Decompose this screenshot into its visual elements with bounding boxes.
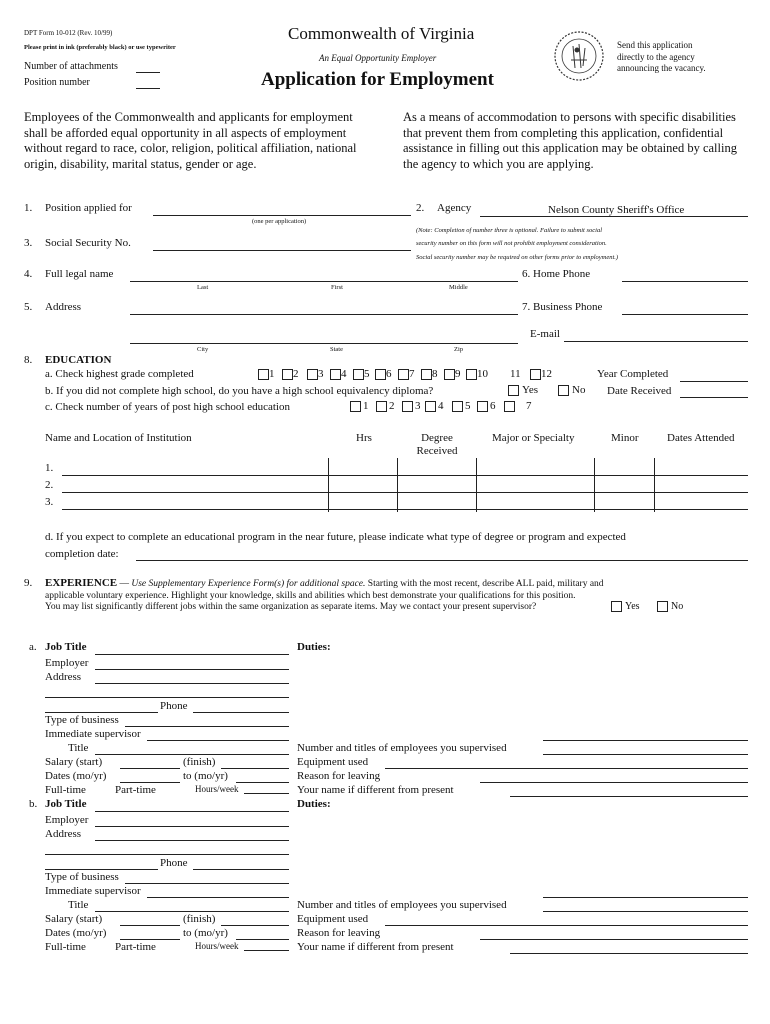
experience-intro-line-2: applicable voluntary experience. Highlight your knowledge, skills and abilities which best demonstrate your qualifications for this position. bbox=[45, 591, 576, 601]
post-hs-label: c. Check number of years of post high school education bbox=[45, 401, 290, 413]
job-a-fulltime-label: Full-time bbox=[45, 784, 86, 796]
job-b-sup-title-field[interactable] bbox=[95, 911, 289, 912]
grade-6-label: 6 bbox=[386, 368, 392, 380]
grade-3-label: 3 bbox=[318, 368, 324, 380]
experience-intro-line-3: You may list significantly different jobs within the same organization as separate items. May we contact your present supervisor? bbox=[45, 602, 537, 612]
experience-heading: EXPERIENCE bbox=[45, 577, 118, 589]
job-b-type-label: Type of business bbox=[45, 871, 119, 883]
completion-date-field[interactable] bbox=[136, 560, 748, 561]
th-institution: Name and Location of Institution bbox=[45, 432, 192, 444]
home-phone-field[interactable] bbox=[622, 281, 748, 282]
job-a-type-field[interactable] bbox=[125, 726, 289, 727]
post-hs-year-5-label: 5 bbox=[465, 400, 471, 412]
job-a-equipment-label: Equipment used bbox=[297, 756, 369, 768]
contact-supervisor-no-checkbox[interactable] bbox=[657, 601, 668, 612]
year-completed-label: Year Completed bbox=[597, 368, 669, 380]
send-note-2: directly to the agency bbox=[617, 52, 695, 62]
equivalency-question: b. If you did not complete high school, do you have a high school equivalency diploma? bbox=[45, 385, 434, 397]
edu-row-3-number: 3. bbox=[45, 496, 54, 508]
agency-value: Nelson County Sheriff's Office bbox=[548, 204, 685, 216]
ssn-note-2: security number on this form will not prohibit employment consideration. bbox=[416, 240, 607, 247]
job-a-duties-label: Duties: bbox=[297, 641, 331, 653]
job-a-hours-field[interactable] bbox=[244, 793, 289, 794]
job-b-to-label: to (mo/yr) bbox=[183, 927, 228, 939]
eeo-statement: Employees of the Commonwealth and applicants for employment shall be afforded equal opportunity in all aspects of employment without regard to race, color, religion, political affiliation, national origin, disability, marital status, gender or age. bbox=[24, 110, 357, 171]
grade-1-checkbox[interactable] bbox=[258, 369, 269, 380]
address-line-2-field[interactable] bbox=[130, 343, 518, 344]
job-b-supervised-field-2[interactable] bbox=[543, 911, 748, 912]
form-title: Application for Employment bbox=[261, 69, 494, 90]
job-b-type-field[interactable] bbox=[125, 883, 289, 884]
job-b-reason-label: Reason for leaving bbox=[297, 927, 381, 939]
form-id: DPT Form 10-012 (Rev. 10/99) bbox=[24, 29, 113, 37]
job-a-phone-label: Phone bbox=[160, 700, 188, 712]
post-hs-year-3-label: 3 bbox=[415, 400, 421, 412]
year-completed-field[interactable] bbox=[680, 381, 748, 382]
name-middle-label: Middle bbox=[449, 284, 468, 291]
eoe-subtitle: An Equal Opportunity Employer bbox=[319, 53, 437, 63]
th-hrs: Hrs bbox=[356, 432, 372, 444]
grade-6-checkbox[interactable] bbox=[375, 369, 386, 380]
grade-8-label: 8 bbox=[432, 368, 438, 380]
addr-state-label: State bbox=[330, 346, 343, 353]
th-dates: Dates Attended bbox=[667, 432, 735, 444]
attachments-field[interactable] bbox=[136, 72, 160, 73]
contact-supervisor-no-label: No bbox=[671, 601, 684, 612]
grade-10-label: 10 bbox=[477, 368, 488, 380]
edu-row-2-number: 2. bbox=[45, 479, 54, 491]
job-a-type-label: Type of business bbox=[45, 714, 119, 726]
q1-number: 1. bbox=[24, 202, 33, 214]
job-a-address-label: Address bbox=[45, 671, 82, 683]
job-a-your-name-label: Your name if different from present bbox=[297, 784, 454, 796]
accommodation-statement: As a means of accommodation to persons with specific disabilities that prevent them from completing this application, confidential assistance in filling out this application may be obtained by calling the agency to which you are applying. bbox=[403, 110, 737, 171]
ssn-note-3: Social security number may be required on other forms prior to employment.) bbox=[416, 254, 619, 261]
job-b-your-name-label: Your name if different from present bbox=[297, 941, 454, 953]
business-phone-field[interactable] bbox=[622, 314, 748, 315]
grade-12-label: 12 bbox=[541, 368, 552, 380]
agency-field[interactable] bbox=[480, 216, 748, 217]
job-a-address-field-2[interactable] bbox=[45, 697, 289, 698]
job-a-letter: a. bbox=[29, 641, 37, 653]
job-a-address-field-3[interactable] bbox=[45, 712, 158, 713]
job-b-your-name-field[interactable] bbox=[510, 953, 748, 954]
job-b-salary-finish-field[interactable] bbox=[221, 925, 289, 926]
job-a-sup-title-label: Title bbox=[68, 742, 89, 754]
full-name-field[interactable] bbox=[130, 281, 518, 282]
q8-number: 8. bbox=[24, 354, 33, 366]
virginia-seal-icon bbox=[553, 30, 605, 82]
addr-city-label: City bbox=[197, 346, 209, 353]
job-a-dates-label: Dates (mo/yr) bbox=[45, 770, 107, 782]
job-a-employer-label: Employer bbox=[45, 657, 89, 669]
job-a-reason-field[interactable] bbox=[480, 782, 748, 783]
email-label: E-mail bbox=[530, 328, 560, 340]
job-a-your-name-field[interactable] bbox=[510, 796, 748, 797]
post-hs-year-3-checkbox[interactable] bbox=[402, 401, 413, 412]
job-b-supervisor-label: Immediate supervisor bbox=[45, 885, 141, 897]
job-a-supervisor-label: Immediate supervisor bbox=[45, 728, 141, 740]
grade-2-checkbox[interactable] bbox=[282, 369, 293, 380]
job-a-date-from-field[interactable] bbox=[120, 782, 180, 783]
job-b-dates-label: Dates (mo/yr) bbox=[45, 927, 107, 939]
post-hs-year-6-checkbox[interactable] bbox=[477, 401, 488, 412]
q3-number: 3. bbox=[24, 237, 33, 249]
full-name-label: Full legal name bbox=[45, 268, 114, 280]
job-a-equipment-field[interactable] bbox=[385, 768, 748, 769]
job-a-finish-label: (finish) bbox=[183, 756, 216, 768]
ssn-label: Social Security No. bbox=[45, 237, 131, 249]
job-a-title-field[interactable] bbox=[95, 654, 289, 655]
job-b-date-to-field[interactable] bbox=[236, 939, 289, 940]
job-a-supervised-label: Number and titles of employees you supervised bbox=[297, 742, 507, 754]
th-degree: Degree Received bbox=[416, 432, 458, 457]
job-b-address-field-2[interactable] bbox=[45, 854, 289, 855]
date-received-label: Date Received bbox=[607, 385, 672, 397]
th-minor: Minor bbox=[611, 432, 639, 444]
job-b-salary-start-field[interactable] bbox=[120, 925, 180, 926]
job-a-to-label: to (mo/yr) bbox=[183, 770, 228, 782]
contact-supervisor-yes-checkbox[interactable] bbox=[611, 601, 622, 612]
grade-2-label: 2 bbox=[293, 368, 299, 380]
job-b-parttime-label: Part-time bbox=[115, 941, 156, 953]
job-b-salary-label: Salary (start) bbox=[45, 913, 103, 925]
table-row[interactable] bbox=[62, 492, 748, 493]
grade-4-label: 4 bbox=[341, 368, 347, 380]
q2-number: 2. bbox=[416, 202, 425, 214]
grade-7-checkbox[interactable] bbox=[398, 369, 409, 380]
job-b-title-label: Job Title bbox=[45, 798, 87, 810]
job-a-date-to-field[interactable] bbox=[236, 782, 289, 783]
job-a-title-label: Job Title bbox=[45, 641, 87, 653]
ssn-field[interactable] bbox=[153, 250, 411, 251]
job-b-equipment-label: Equipment used bbox=[297, 913, 369, 925]
grade-9-checkbox[interactable] bbox=[444, 369, 455, 380]
addr-zip-label: Zip bbox=[454, 346, 464, 353]
send-note-1: Send this application bbox=[617, 40, 693, 50]
job-b-letter: b. bbox=[29, 798, 38, 810]
job-a-supervised-field-2[interactable] bbox=[543, 754, 748, 755]
job-a-employer-field[interactable] bbox=[95, 669, 289, 670]
date-received-field[interactable] bbox=[680, 397, 748, 398]
grade-12-checkbox[interactable] bbox=[530, 369, 541, 380]
address-label: Address bbox=[45, 301, 82, 313]
job-b-equipment-field[interactable] bbox=[385, 925, 748, 926]
contact-supervisor-yes-label: Yes bbox=[625, 601, 640, 612]
job-a-sup-title-field[interactable] bbox=[95, 754, 289, 755]
job-b-sup-title-label: Title bbox=[68, 899, 89, 911]
ssn-note-1: (Note: Completion of number three is optional. Failure to submit social bbox=[416, 227, 603, 234]
job-a-reason-label: Reason for leaving bbox=[297, 770, 381, 782]
equivalency-yes-checkbox[interactable] bbox=[508, 385, 519, 396]
job-a-hours-label: Hours/week bbox=[195, 784, 239, 794]
position-applied-label: Position applied for bbox=[45, 202, 132, 214]
job-b-phone-label: Phone bbox=[160, 857, 188, 869]
job-a-address-field[interactable] bbox=[95, 683, 289, 684]
job-a-salary-start-field[interactable] bbox=[120, 768, 180, 769]
email-field[interactable] bbox=[564, 341, 748, 342]
home-phone-label: 6. Home Phone bbox=[522, 268, 591, 280]
job-b-employer-label: Employer bbox=[45, 814, 89, 826]
job-b-supervisor-field[interactable] bbox=[147, 897, 289, 898]
business-phone-label: 7. Business Phone bbox=[522, 301, 603, 313]
grade-7-label: 7 bbox=[409, 368, 415, 380]
equivalency-yes-label: Yes bbox=[522, 384, 539, 396]
job-b-hours-field[interactable] bbox=[244, 950, 289, 951]
job-b-finish-label: (finish) bbox=[183, 913, 216, 925]
job-a-phone-field[interactable] bbox=[193, 712, 289, 713]
grade-4-checkbox[interactable] bbox=[330, 369, 341, 380]
send-note-3: announcing the vacancy. bbox=[617, 63, 706, 73]
org-title: Commonwealth of Virginia bbox=[288, 24, 475, 43]
grade-1-label: 1 bbox=[269, 368, 275, 380]
job-b-address-field-3[interactable] bbox=[45, 869, 158, 870]
address-line-1-field[interactable] bbox=[130, 314, 518, 315]
highest-grade-label: a. Check highest grade completed bbox=[45, 368, 194, 380]
th-major: Major or Specialty bbox=[492, 432, 575, 444]
agency-label: Agency bbox=[437, 202, 472, 214]
equivalency-no-label: No bbox=[572, 384, 586, 396]
job-a-supervisor-field[interactable] bbox=[147, 740, 289, 741]
post-hs-year-4-label: 4 bbox=[438, 400, 444, 412]
job-b-employer-field[interactable] bbox=[95, 826, 289, 827]
post-hs-year-1-label: 1 bbox=[363, 400, 369, 412]
edu-row-1-number: 1. bbox=[45, 462, 54, 474]
grade-9-label: 9 bbox=[455, 368, 461, 380]
grade-8-checkbox[interactable] bbox=[421, 369, 432, 380]
job-b-supervised-label: Number and titles of employees you supervised bbox=[297, 899, 507, 911]
job-b-address-label: Address bbox=[45, 828, 82, 840]
grade-11-label: 11 bbox=[510, 368, 521, 380]
table-row[interactable] bbox=[62, 509, 748, 510]
position-number-field[interactable] bbox=[136, 88, 160, 89]
position-applied-field[interactable] bbox=[153, 215, 411, 216]
job-b-hours-label: Hours/week bbox=[195, 941, 239, 951]
education-heading: EDUCATION bbox=[45, 354, 112, 366]
experience-intro-line-1: EXPERIENCE — Use Supplementary Experience Form(s) for additional space. Starting with the most recent, describe ALL paid, military and bbox=[45, 577, 604, 589]
job-b-title-field[interactable] bbox=[95, 811, 289, 812]
post-hs-year-5-checkbox[interactable] bbox=[452, 401, 463, 412]
expected-program-text: d. If you expect to complete an educational program in the near future, please indicate what type of degree or program and expected bbox=[45, 531, 626, 543]
job-b-fulltime-label: Full-time bbox=[45, 941, 86, 953]
job-b-phone-field[interactable] bbox=[193, 869, 289, 870]
post-hs-year-7-label: 7 bbox=[526, 400, 532, 412]
post-hs-year-6-label: 6 bbox=[490, 400, 496, 412]
name-first-label: First bbox=[331, 284, 343, 291]
job-a-salary-label: Salary (start) bbox=[45, 756, 103, 768]
job-a-parttime-label: Part-time bbox=[115, 784, 156, 796]
job-b-reason-field[interactable] bbox=[480, 939, 748, 940]
print-instruction: Please print in ink (preferably black) or use typewriter bbox=[24, 44, 176, 51]
post-hs-year-1-checkbox[interactable] bbox=[350, 401, 361, 412]
completion-date-label: completion date: bbox=[45, 548, 119, 560]
q9-number: 9. bbox=[24, 577, 33, 589]
job-b-date-from-field[interactable] bbox=[120, 939, 180, 940]
attachments-label: Number of attachments bbox=[24, 61, 118, 72]
grade-5-checkbox[interactable] bbox=[353, 369, 364, 380]
post-hs-year-7-checkbox[interactable] bbox=[504, 401, 515, 412]
position-number-label: Position number bbox=[24, 77, 90, 88]
job-a-supervised-field[interactable] bbox=[543, 740, 748, 741]
post-hs-year-4-checkbox[interactable] bbox=[425, 401, 436, 412]
q5-number: 5. bbox=[24, 301, 33, 313]
job-b-supervised-field[interactable] bbox=[543, 897, 748, 898]
grade-10-checkbox[interactable] bbox=[466, 369, 477, 380]
name-last-label: Last bbox=[197, 284, 209, 291]
job-b-address-field[interactable] bbox=[95, 840, 289, 841]
one-per-application-note: (one per application) bbox=[252, 218, 307, 225]
job-a-salary-finish-field[interactable] bbox=[221, 768, 289, 769]
post-hs-year-2-label: 2 bbox=[389, 400, 395, 412]
equivalency-no-checkbox[interactable] bbox=[558, 385, 569, 396]
job-b-duties-label: Duties: bbox=[297, 798, 331, 810]
post-hs-year-2-checkbox[interactable] bbox=[376, 401, 387, 412]
table-row[interactable] bbox=[62, 475, 748, 476]
q4-number: 4. bbox=[24, 268, 33, 280]
grade-3-checkbox[interactable] bbox=[307, 369, 318, 380]
grade-5-label: 5 bbox=[364, 368, 370, 380]
